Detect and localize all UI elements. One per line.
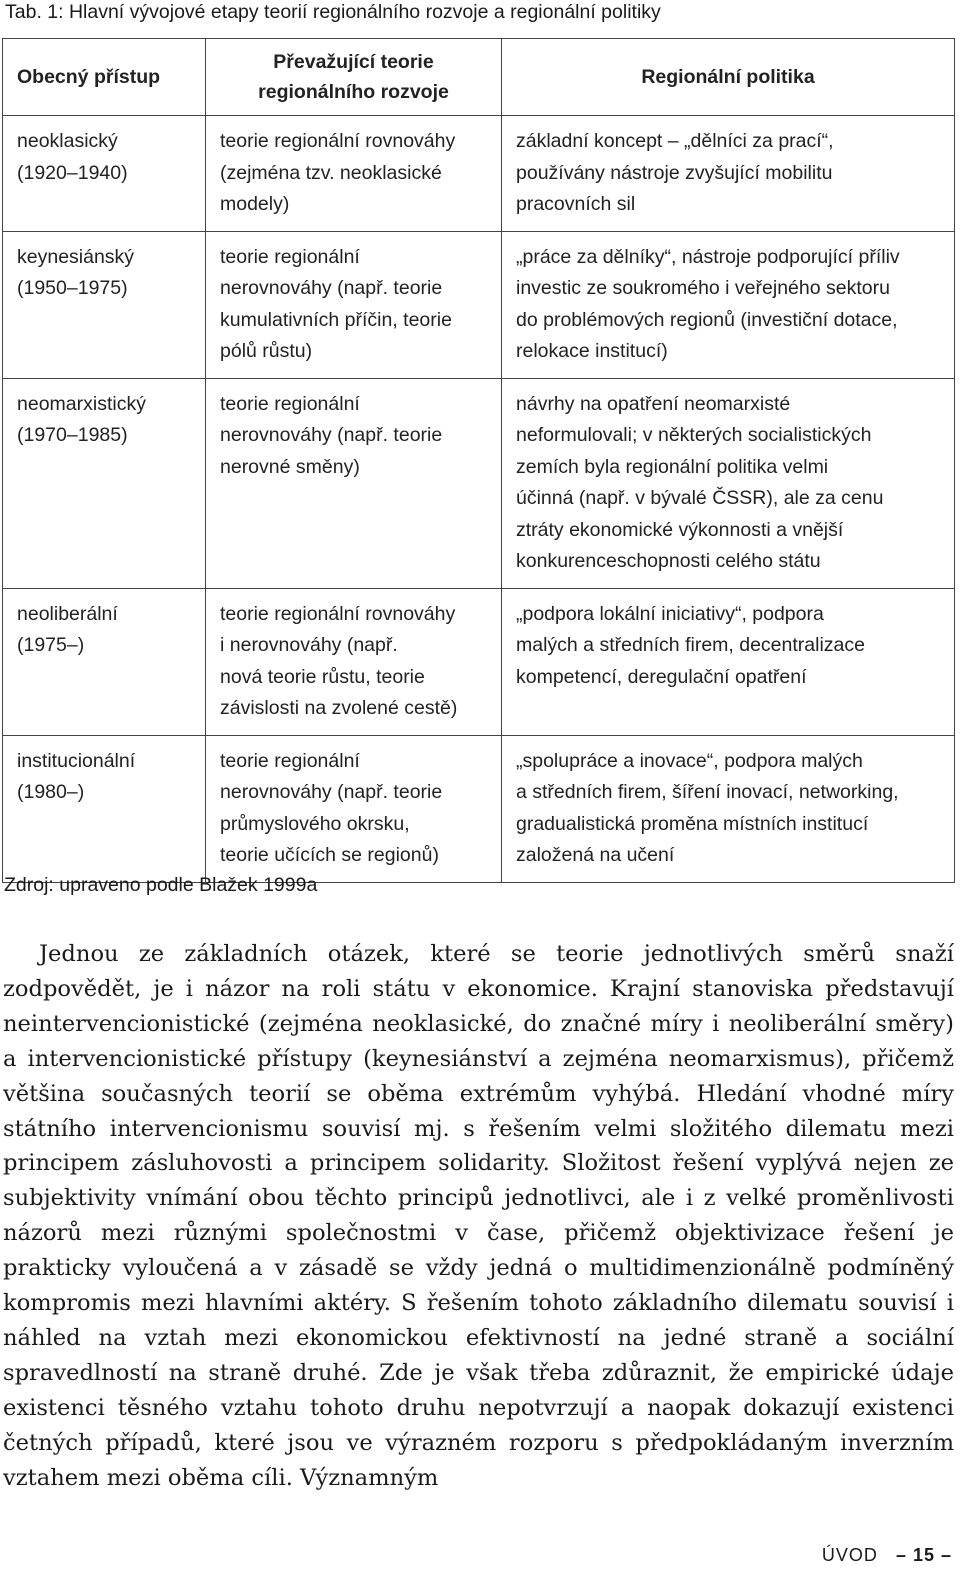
table-row [3, 588, 955, 735]
page-number: – 15 – [895, 1545, 952, 1565]
footer-section: ÚVOD [821, 1545, 878, 1565]
table-row [3, 735, 955, 882]
cell-policy: „podpora lokální iniciativy“, podpora malých a středních firem, decentralizace kompetencí, deregulační opatření [502, 588, 955, 735]
cell-theory: teorie regionální rovnováhy i nerovnováhy (např. nová teorie růstu, teorie závislosti na zvolené cestě) [206, 588, 502, 735]
cell-approach: neomarxistický (1970–1985) [3, 378, 206, 588]
development-stages-table [2, 38, 955, 883]
page-footer [822, 1545, 952, 1566]
table-source: Zdroj: upraveno podle Blažek 1999a [4, 874, 318, 896]
cell-policy: návrhy na opatření neomarxisté neformulovali; v některých socialistických zemích byla regionální politika velmi účinná (např. v bývalé ČSSR), ale za cenu ztráty ekonomické výkonnosti a vnější konkurenceschopnosti celého státu [502, 378, 955, 588]
cell-theory: teorie regionální nerovnováhy (např. teorie průmyslového okrsku, teorie učících se regionů) [206, 735, 502, 882]
cell-approach: neoklasický (1920–1940) [3, 116, 206, 232]
table-caption: Tab. 1: Hlavní vývojové etapy teorií regionálního rozvoje a regionální politiky [5, 1, 661, 23]
cell-policy: „spolupráce a inovace“, podpora malých a středních firem, šíření inovací, networking, gradualistická proměna místních institucí založená na učení [502, 735, 955, 882]
table-row [3, 378, 955, 588]
cell-approach: institucionální (1980–) [3, 735, 206, 882]
table-row [3, 231, 955, 378]
body-paragraph: Jednou ze základních otázek, které se teorie jednotlivých směrů snaží zodpovědět, je i názor na roli státu v ekonomice. Krajní stanoviska představují neintervencionistické (zejména neoklasické, do značné míry i neoliberální směry) a intervencionistické přístupy (keynesiánství a zejména neomarxismus), přičemž většina současných teorií se oběma extrémům vyhýbá. Hledání vhodné míry státního intervencionismu souvisí mj. s řešením velmi složitého dilematu mezi principem zásluhovosti a principem solidarity. Složitost řešení vyplývá nejen ze subjektivity vnímání obou těchto principů jednotlivci, ale i z velké proměnlivosti názorů mezi různými společnostmi v čase, přičemž objektivizace řešení je prakticky vyloučená a v zásadě se vždy jedná o multidimenzionálně podmíněný kompromis mezi hlavními aktéry. S řešením tohoto základního dilematu souvisí i náhled na vztah mezi ekonomickou efektivností na jedné straně a sociální spravedlností na straně druhé. Zde je však třeba zdůraznit, že empirické údaje existenci těsného vztahu tohoto druhu nepotvrzují a naopak dokazují existenci četných případů, které jsou ve výrazném rozporu s předpokládaným inverzním vztahem mezi oběma cíli. Významným [3, 941, 954, 1491]
header-theory: Převažující teorie regionálního rozvoje [206, 39, 502, 116]
cell-approach: neoliberální (1975–) [3, 588, 206, 735]
header-approach: Obecný přístup [3, 39, 206, 116]
cell-theory: teorie regionální rovnováhy (zejména tzv. neoklasické modely) [206, 116, 502, 232]
cell-theory: teorie regionální nerovnováhy (např. teorie nerovné směny) [206, 378, 502, 588]
table-row [3, 116, 955, 232]
cell-approach: keynesiánský (1950–1975) [3, 231, 206, 378]
cell-policy: základní koncept – „dělníci za prací“, používány nástroje zvyšující mobilitu pracovních sil [502, 116, 955, 232]
cell-policy: „práce za dělníky“, nástroje podporující příliv investic ze soukromého i veřejného sektoru do problémových regionů (investiční dotace, relokace institucí) [502, 231, 955, 378]
header-policy: Regionální politika [502, 39, 955, 116]
cell-theory: teorie regionální nerovnováhy (např. teorie kumulativních příčin, teorie pólů růstu) [206, 231, 502, 378]
table-header-row [3, 39, 955, 116]
